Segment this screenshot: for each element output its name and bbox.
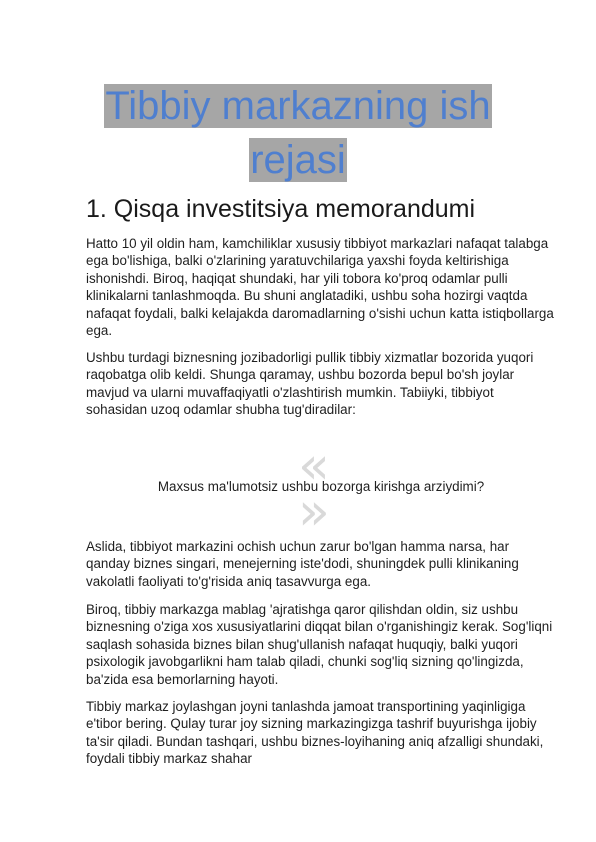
paragraph: Hatto 10 yil oldin ham, kamchiliklar xususiy tibbiyot markazlari nafaqat talabga ega bo'lishiga, balki o'zlarining yaratuvchilariga yaxshi foyda keltirishiga ishonishdi. Biroq, haqiqat shundaki, har yili tobora ko'proq odamlar pulli klinikalarni tanlashmoqda. Bu shuni anglatadiki, ushbu soha hozirgi vaqtda nafaqat foydali, balki kelajakda daromadlarning o'sishi uchun katta istiqbollarga ega. <box>86 236 554 339</box>
document-title-line-1 <box>0 82 596 130</box>
pull-quote: Maxsus ma'lumotsiz ushbu bozorga kirishga arziydimi? <box>157 479 485 494</box>
document-title-text: Tibbiy markazning ish <box>105 84 491 128</box>
section-heading: 1. Qisqa investitsiya memorandumi <box>86 195 476 223</box>
quote-close-mark: » <box>298 482 330 542</box>
document-title-text: rejasi <box>250 138 346 182</box>
paragraph: Tibbiy markaz joylashgan joyni tanlashda jamoat transportining yaqinligiga e'tibor bering. Qulay turar joy sizning markazingizga tashrif buyurishga ijobiy ta'sir qiladi. Bundan tashqari, ushbu biznes-loyihaning aniq afzalligi shundaki, foydali tibbiy markaz shahar <box>86 699 544 767</box>
paragraph: Ushbu turdagi biznesning jozibadorligi pullik tibbiy xizmatlar bozorida yuqori raqobatga olib keldi. Shunga qaramay, ushbu bozorda bepul bo'sh joylar mavjud va ularni muvaffaqiyatli o'zlashtirish mumkin. Tabiiyki, tibbiyot sohasidan uzoq odamlar shubha tug'diradilar: <box>86 350 534 418</box>
paragraph: Biroq, tibbiy markazga mablag 'ajratishga qaror qilishdan oldin, siz ushbu biznesning o'ziga xos xususiyatlarini diqqat bilan o'rganishingiz kerak. Sog'liqni saqlash sohasida biznes bilan shug'ullanish nafaqat huquqiy, balki yuqori psixologik javobgarlikni ham talab qiladi, chunki sog'liq sizning qo'lingizda, ba'zida esa bemorlarning hayoti. <box>86 602 553 687</box>
document-title-line-2 <box>0 136 596 184</box>
paragraph: Aslida, tibbiyot markazini ochish uchun zarur bo'lgan hamma narsa, har qanday biznes singari, menejerning iste'dodi, shuningdek pulli klinikaning vakolatli faoliyati to'g'risida aniq tasavvurga ega. <box>86 539 519 589</box>
quote-open-mark: « <box>298 436 330 496</box>
